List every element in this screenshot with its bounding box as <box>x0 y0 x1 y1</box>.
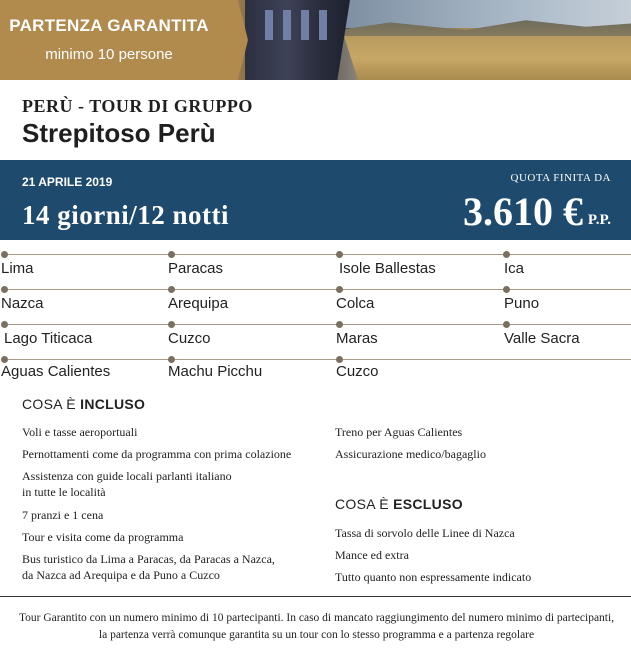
itinerary-dot <box>1 356 8 363</box>
itinerary-stop: Maras <box>336 330 378 347</box>
itinerary-stop: Machu Picchu <box>168 363 263 380</box>
itinerary-line <box>4 324 631 325</box>
included-heading: COSA È INCLUSO <box>22 396 146 412</box>
itinerary-stop: Lima <box>1 260 34 277</box>
tour-title: Strepitoso Perù <box>22 118 216 148</box>
guaranteed-departure-banner <box>0 0 248 80</box>
itinerary-stop: Valle Sacra <box>504 330 580 347</box>
banner-subtitle: minimo 10 persone <box>45 46 173 63</box>
footnote-divider <box>0 596 631 597</box>
tour-category: PERÙ - TOUR DI GRUPPO <box>22 96 253 116</box>
info-bar <box>0 160 631 240</box>
included-item: Treno per Aguas Calientes <box>335 425 463 439</box>
excluded-item: Tassa di sorvolo delle Linee di Nazca <box>335 526 515 540</box>
included-item: Bus turistico da Lima a Paracas, da Paracas a Nazca, <box>22 552 275 566</box>
itinerary-dot <box>168 321 175 328</box>
itinerary-dot <box>168 356 175 363</box>
itinerary-stop: Paracas <box>168 260 224 277</box>
itinerary-dot <box>336 251 343 258</box>
included-item: Assistenza con guide locali parlanti italiano <box>22 469 232 483</box>
tour-duration: 14 giorni/12 notti <box>22 200 230 230</box>
itinerary-dot <box>503 321 510 328</box>
itinerary-stop: Puno <box>504 295 540 312</box>
itinerary-line <box>4 254 631 255</box>
itinerary-dot <box>1 321 8 328</box>
included-item: Voli e tasse aeroportuali <box>22 425 138 439</box>
included-item: Pernottamenti come da programma con prima colazione <box>22 447 292 461</box>
itinerary-stop: Ica <box>504 260 525 277</box>
itinerary-stop: Cuzco <box>336 363 379 380</box>
departure-date: 21 APRILE 2019 <box>22 175 113 189</box>
excluded-item: Tutto quanto non espressamente indicato <box>335 570 532 584</box>
itinerary-stop: Arequipa <box>168 295 229 312</box>
itinerary-stop: Aguas Calientes <box>1 363 111 380</box>
itinerary-dot <box>1 286 8 293</box>
excluded-item: Mance ed extra <box>335 548 409 562</box>
itinerary-stop: Cuzco <box>168 330 211 347</box>
itinerary-dot <box>336 356 343 363</box>
itinerary-dot <box>168 286 175 293</box>
price-value: 3.610 € <box>463 189 583 234</box>
itinerary-dot <box>503 286 510 293</box>
per-person-label: P.P. <box>587 212 611 228</box>
itinerary-dot <box>336 286 343 293</box>
footnote: Tour Garantito con un numero minimo di 10 partecipanti. In caso di mancato raggiungimento del numero minimo di partecipanti, la partenza verrà comunque garantita su un tour con lo stesso programma e a partenza regolare <box>18 612 615 641</box>
banner-title: PARTENZA GARANTITA <box>9 16 209 35</box>
itinerary-stop: Colca <box>336 295 375 312</box>
itinerary-dot <box>168 251 175 258</box>
itinerary-dot <box>1 251 8 258</box>
itinerary-stop: Nazca <box>1 295 44 312</box>
itinerary-stop: Lago Titicaca <box>4 330 93 347</box>
itinerary-dot <box>336 321 343 328</box>
included-item: Assicurazione medico/bagaglio <box>335 447 486 461</box>
itinerary-stop: Isole Ballestas <box>339 260 436 277</box>
included-item: Tour e visita come da programma <box>22 530 184 544</box>
train-image <box>245 0 350 80</box>
itinerary-dot <box>503 251 510 258</box>
included-item: in tutte le località <box>22 485 106 499</box>
excluded-heading: COSA È ESCLUSO <box>335 496 463 512</box>
included-item: 7 pranzi e 1 cena <box>22 508 104 522</box>
itinerary-line <box>4 359 631 360</box>
price-label: QUOTA FINITA DA <box>510 172 611 184</box>
included-item: da Nazca ad Arequipa e da Puno a Cuzco <box>22 568 220 582</box>
itinerary-line <box>4 289 631 290</box>
